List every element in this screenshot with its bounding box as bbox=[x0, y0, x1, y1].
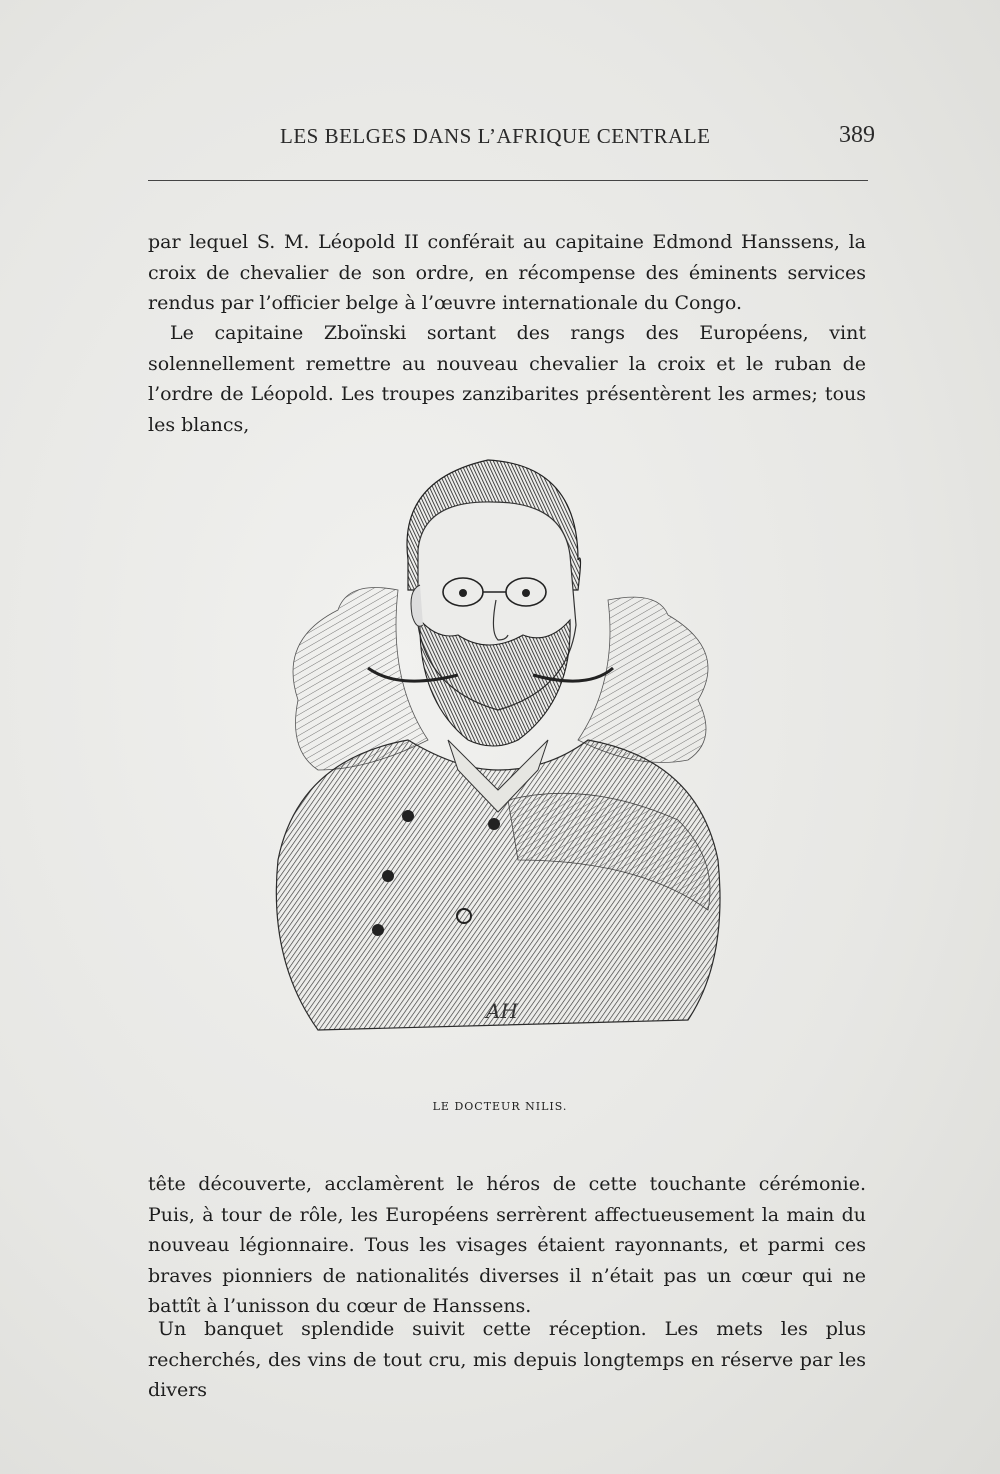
running-head-title: LES BELGES DANS L’AFRIQUE CENTRALE bbox=[280, 124, 711, 148]
body-paragraph: Le capitaine Zboïnski sortant des rangs des Européens, vint solennellement remettre au nouveau chevalier la croix et le ruban de l’ordre de Léopold. Les troupes zanzibarites présentèrent les armes; tous les blancs, bbox=[148, 322, 866, 436]
body-paragraph: Un banquet splendide suivit cette réception. Les mets les plus recherchés, des vins de tout cru, mis depuis longtemps en réserve par les divers bbox=[148, 1318, 866, 1401]
page-number: 389 bbox=[839, 122, 875, 148]
signature-mark: AH bbox=[486, 999, 518, 1023]
portrait-engraving bbox=[258, 440, 738, 1060]
header-rule bbox=[148, 180, 868, 181]
figure-caption: LE DOCTEUR NILIS. bbox=[432, 1100, 568, 1113]
running-head bbox=[150, 118, 875, 158]
body-paragraph: par lequel S. M. Léopold II conférait au capitaine Edmond Hanssens, la croix de chevalier de son ordre, en récompense des éminents services rendus par l’officier belge à l’œuvre internationale du Congo. bbox=[148, 231, 866, 314]
coat bbox=[276, 740, 720, 1030]
artist-signature bbox=[484, 999, 518, 1023]
body-paragraph: tête découverte, acclamèrent le héros de cette touchante cérémonie. Puis, à tour de rôle, les Européens serrèrent affectueusement la main du nouveau légionnaire. Tous les visages étaient rayonnants, et parmi ces braves pionniers de nationalités diverses il n’était pas un cœur qui ne battît à l’unisson du cœur de Hanssens. bbox=[148, 1173, 866, 1317]
